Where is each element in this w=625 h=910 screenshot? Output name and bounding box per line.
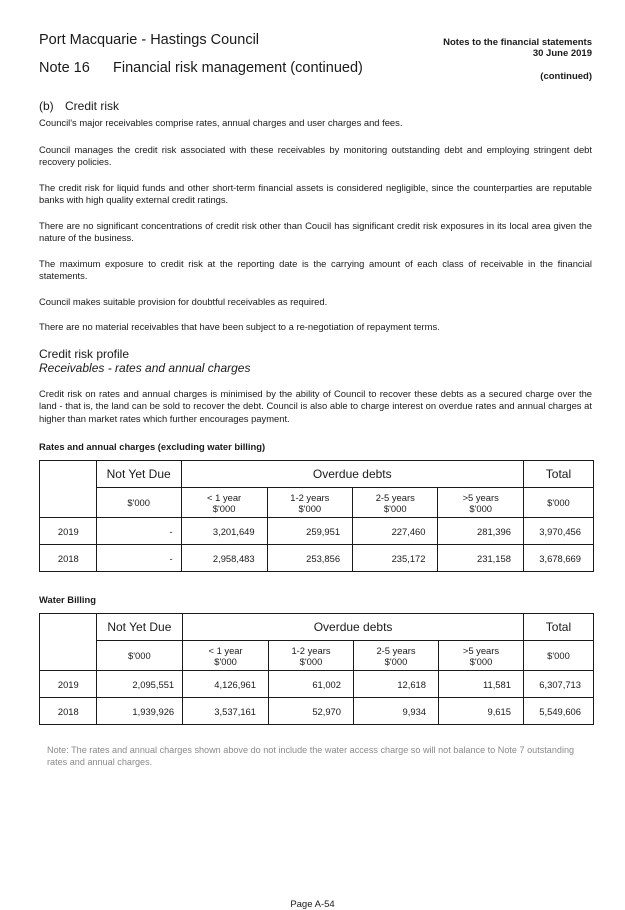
- value-cell: 1,939,926: [96, 698, 183, 725]
- note-number: Note 16: [39, 60, 90, 76]
- total-cell: 5,549,606: [523, 698, 593, 725]
- bucket-unit: $'000: [214, 655, 237, 667]
- note-heading: [39, 60, 363, 77]
- value-cell: 259,951: [267, 518, 352, 545]
- water-table-title: Water Billing: [39, 594, 96, 605]
- year-header-cell: [40, 614, 97, 671]
- year-cell: 2019: [40, 518, 97, 545]
- bucket-label: >5 years: [462, 491, 499, 503]
- year-header-cell: [40, 461, 97, 518]
- overdue-header: Overdue debts: [181, 461, 523, 488]
- table-header-row: [40, 614, 594, 641]
- table-header-row: [40, 461, 594, 488]
- bucket-label: 2-5 years: [375, 491, 415, 503]
- value-cell: 235,172: [353, 545, 438, 572]
- bucket-unit: $'000: [384, 655, 408, 667]
- bucket-unit: $'000: [212, 502, 236, 514]
- value-cell: 4,126,961: [183, 671, 269, 698]
- value-cell: 253,856: [267, 545, 352, 572]
- section-heading: [39, 99, 592, 113]
- section-letter: (b): [39, 99, 54, 113]
- table-row: [40, 698, 594, 725]
- profile-paragraph: Credit risk on rates and annual charges is minimised by the ability of Council to recover these debts as a secured charge over the land - that is, the land can be sold to recover the debt. Council is also able to charge interest on overdue rates and annual charges at higher than market rates which further encourages payment.: [39, 387, 592, 424]
- table-row: [40, 518, 594, 545]
- table-subheader-row: [40, 641, 594, 671]
- year-cell: 2019: [40, 671, 97, 698]
- value-cell: 231,158: [438, 545, 523, 572]
- value-cell: 281,396: [438, 518, 523, 545]
- table-row: [40, 545, 594, 572]
- value-cell: 2,958,483: [181, 545, 267, 572]
- bucket-label: 1-2 years: [290, 491, 330, 503]
- bucket-unit: $'000: [299, 655, 323, 667]
- continued-label: (continued): [540, 71, 592, 82]
- value-cell: 2,095,551: [96, 671, 183, 698]
- bucket-label: 2-5 years: [376, 644, 416, 656]
- paragraph: There are no material receivables that have been subject to a re-negotiation of repayment terms.: [39, 321, 440, 332]
- total-header: Total: [523, 614, 593, 641]
- value-cell: 3,201,649: [181, 518, 267, 545]
- bucket-unit: $'000: [469, 502, 493, 514]
- value-cell: 61,002: [269, 671, 354, 698]
- year-cell: 2018: [40, 698, 97, 725]
- profile-title: Credit risk profile: [39, 346, 130, 361]
- year-cell: 2018: [40, 545, 97, 572]
- paragraph: There are no significant concentrations of credit risk other than Coucil has significant credit risk exposures in its local area given the nature of the business.: [39, 219, 592, 243]
- bucket-header: [353, 488, 438, 518]
- paragraph: The credit risk for liquid funds and other short-term financial assets is considered negligible, since the counterparties are reputable banks with high quality external credit ratings.: [39, 181, 592, 205]
- bucket-header: [438, 488, 523, 518]
- not-yet-due-header: Not Yet Due: [96, 461, 181, 488]
- rates-table-title: Rates and annual charges (excluding water billing): [39, 441, 266, 452]
- rates-table: [39, 460, 594, 572]
- value-cell: -: [96, 518, 181, 545]
- value-cell: 11,581: [439, 671, 524, 698]
- value-cell: -: [96, 545, 181, 572]
- note-title: Financial risk management (continued): [113, 60, 363, 76]
- bucket-header: [183, 641, 269, 671]
- paragraph: Council manages the credit risk associated with these receivables by monitoring outstanding debt and employing stringent debt recovery policies.: [39, 143, 592, 167]
- section-title: Credit risk: [65, 99, 120, 113]
- bucket-label: 1-2 years: [291, 644, 331, 656]
- total-cell: 3,678,669: [523, 545, 593, 572]
- bucket-unit: $'000: [469, 655, 493, 667]
- bucket-header: [269, 641, 354, 671]
- paragraph: Council makes suitable provision for doubtful receivables as required.: [39, 295, 328, 307]
- overdue-header: Overdue debts: [183, 614, 524, 641]
- profile-subtitle: Receivables - rates and annual charges: [39, 360, 251, 375]
- page-header: [39, 32, 363, 77]
- bucket-label: < 1 year: [208, 644, 243, 656]
- value-cell: 52,970: [269, 698, 354, 725]
- unit-header: $'000: [523, 488, 593, 518]
- bucket-header: [354, 641, 439, 671]
- bucket-header: [439, 641, 524, 671]
- unit-header: $'000: [96, 641, 183, 671]
- council-name: Port Macquarie - Hastings Council: [39, 32, 260, 48]
- table-row: [40, 671, 594, 698]
- statements-date: 30 June 2019: [532, 48, 592, 59]
- bucket-unit: $'000: [383, 502, 407, 514]
- main-content: [39, 99, 592, 768]
- bucket-header: [181, 488, 267, 518]
- bucket-unit: $'000: [298, 502, 322, 514]
- header-right: [443, 37, 592, 82]
- bucket-label: < 1 year: [207, 491, 242, 503]
- table-subheader-row: [40, 488, 594, 518]
- value-cell: 9,615: [439, 698, 524, 725]
- value-cell: 9,934: [354, 698, 439, 725]
- value-cell: 227,460: [353, 518, 438, 545]
- paragraph: Council's major receivables comprise rates, annual charges and user charges and fees.: [39, 117, 403, 128]
- water-table: [39, 613, 594, 725]
- unit-header: $'000: [523, 641, 593, 671]
- bucket-label: >5 years: [462, 644, 500, 656]
- bucket-header: [267, 488, 352, 518]
- value-cell: 3,537,161: [183, 698, 269, 725]
- page-number: Page A-54: [290, 899, 335, 910]
- total-cell: 3,970,456: [523, 518, 593, 545]
- not-yet-due-header: Not Yet Due: [96, 614, 183, 641]
- value-cell: 12,618: [354, 671, 439, 698]
- total-cell: 6,307,713: [523, 671, 593, 698]
- paragraph: The maximum exposure to credit risk at the reporting date is the carrying amount of each class of receivable in the financial statements.: [39, 257, 592, 281]
- footnote: Note: The rates and annual charges shown above do not include the water access charge so will not balance to Note 7 outstanding rates and annual charges.: [47, 745, 575, 767]
- total-header: Total: [523, 461, 593, 488]
- statements-label: Notes to the financial statements: [443, 37, 592, 48]
- unit-header: $'000: [96, 488, 181, 518]
